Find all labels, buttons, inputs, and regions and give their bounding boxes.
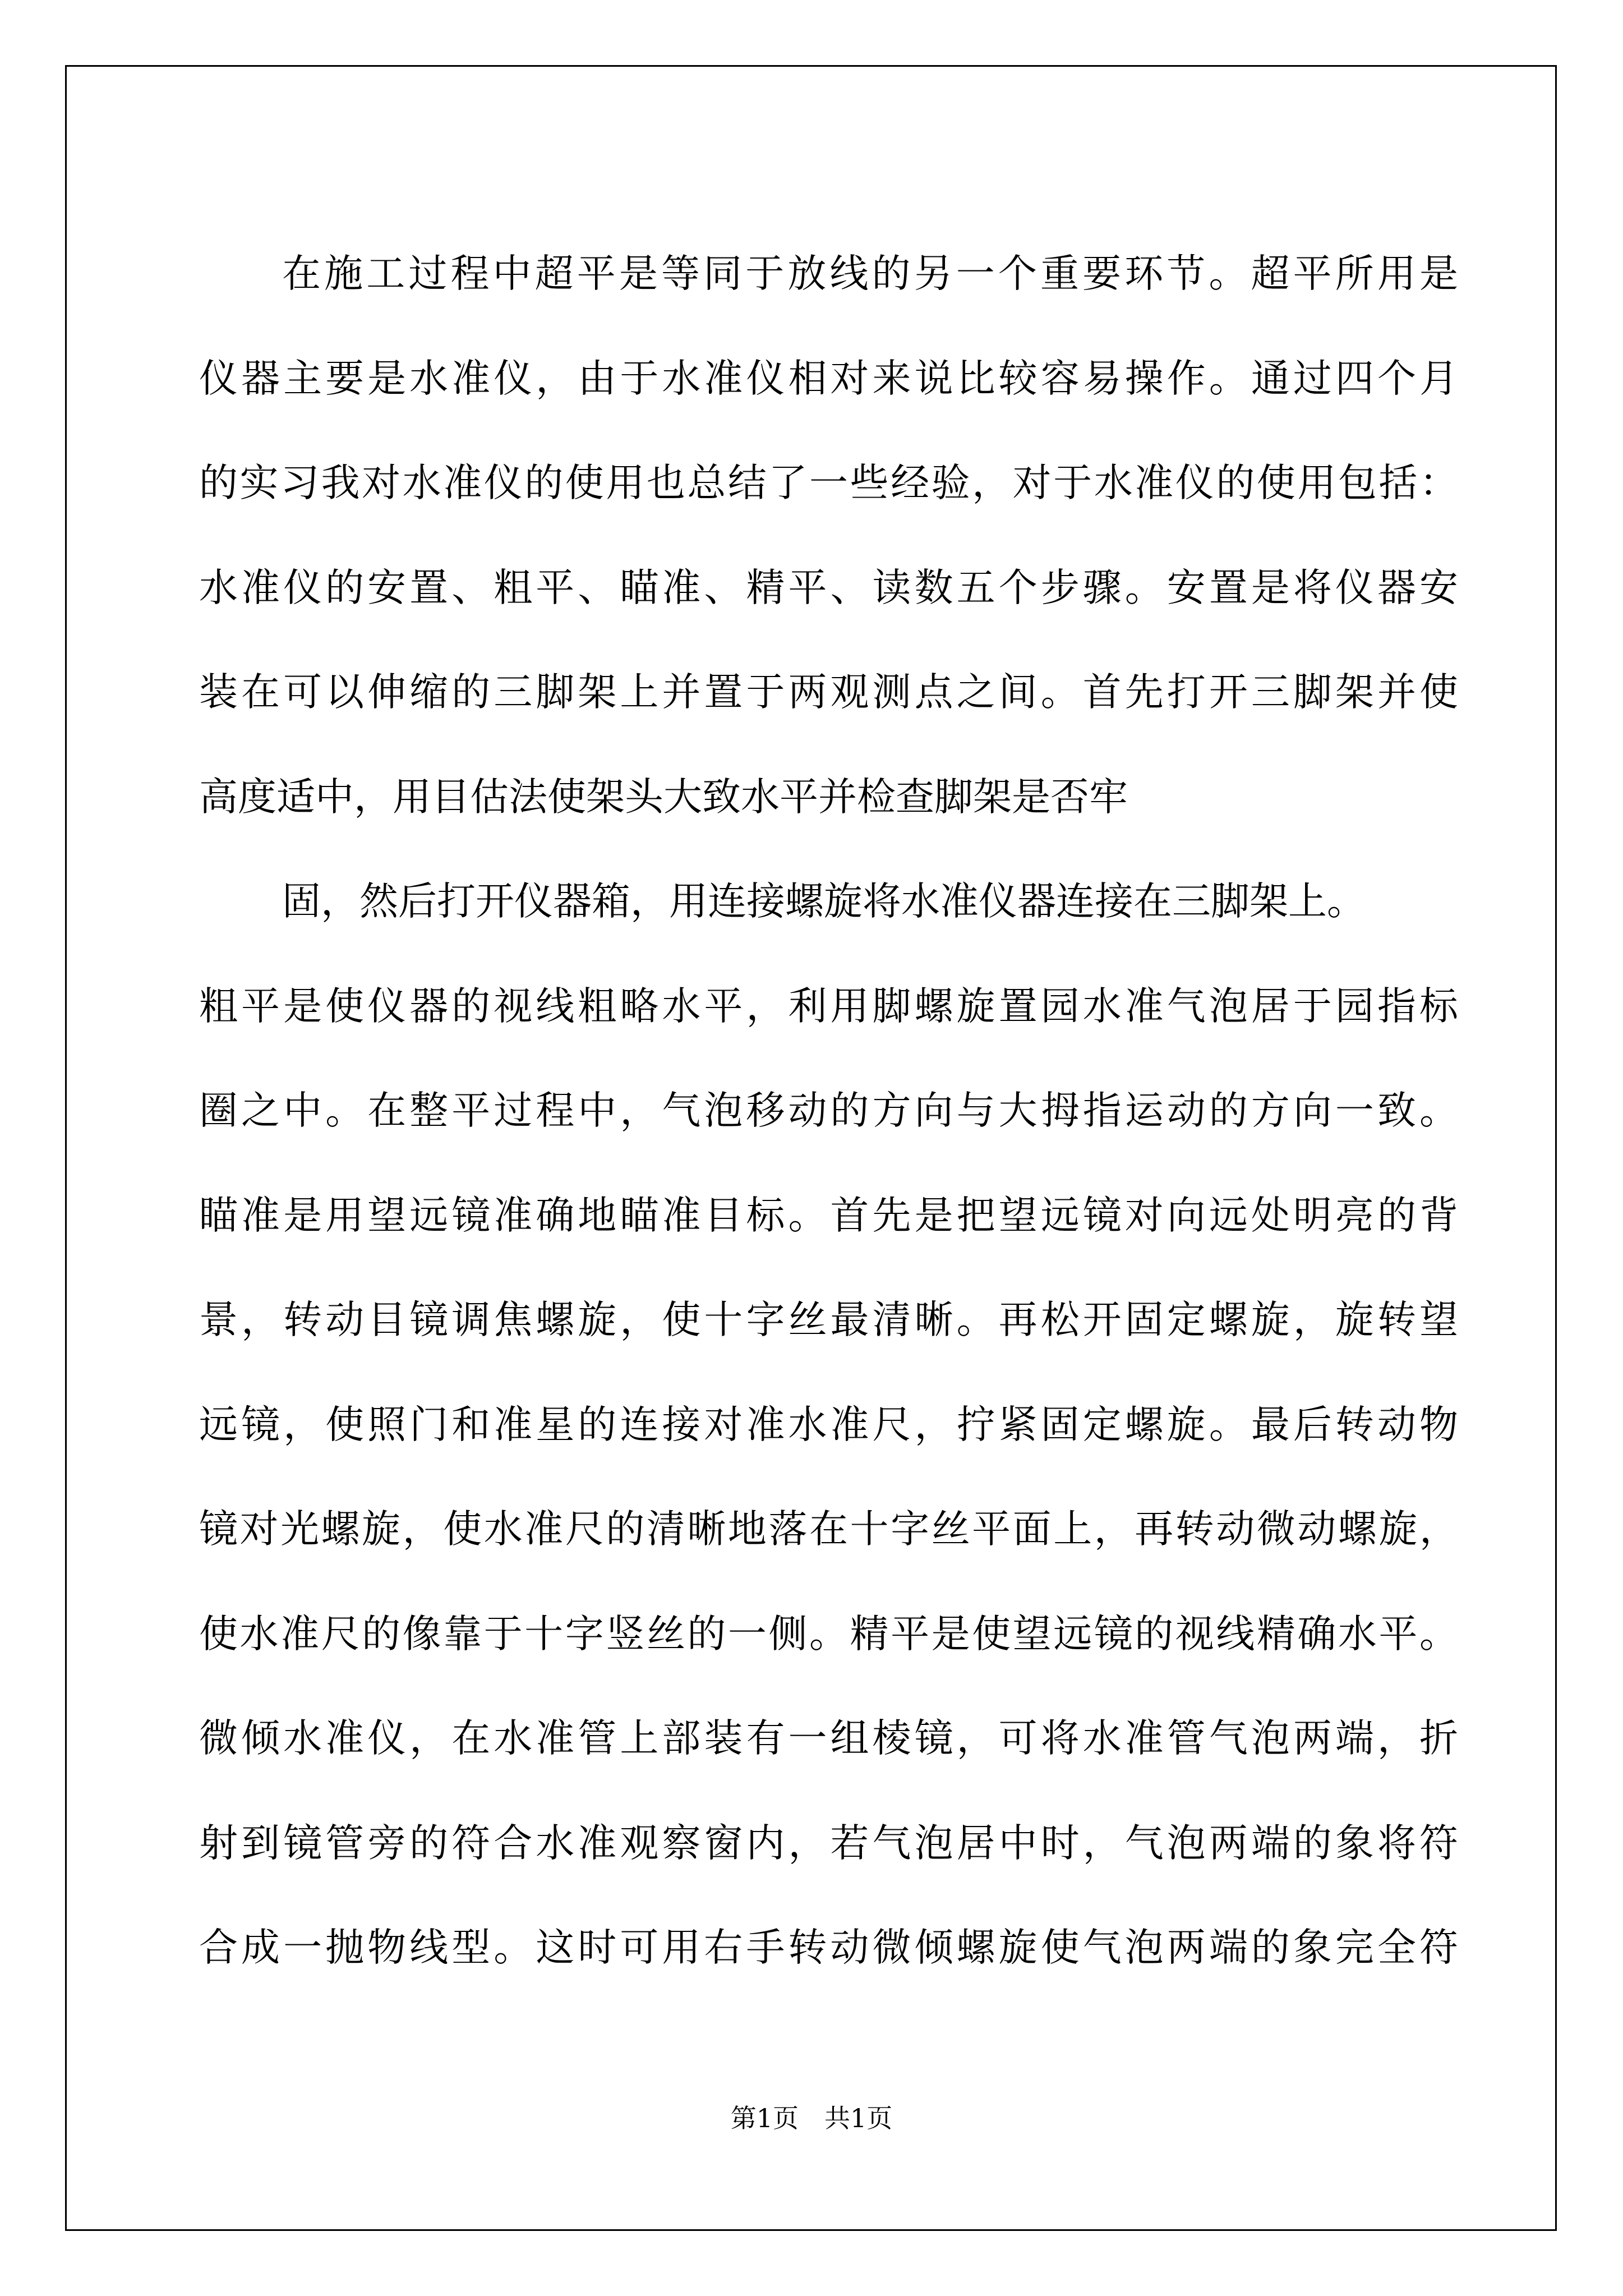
text-line: 高度适中，用目估法使架头大致水平并检查脚架是否牢	[199, 774, 1128, 820]
text-line: 固，然后打开仪器箱，用连接螺旋将水准仪器连接在三脚架上。	[282, 879, 1366, 924]
text-line: 粗平是使仪器的视线粗略水平，利用脚螺旋置园水准气泡居于园指标	[199, 983, 1458, 1029]
text-line: 远镜，使照门和准星的连接对准水准尺，拧紧固定螺旋。最后转动物	[199, 1402, 1458, 1447]
text-line: 装在可以伸缩的三脚架上并置于两观测点之间。首先打开三脚架并使	[199, 670, 1458, 715]
text-line: 瞄准是用望远镜准确地瞄准目标。首先是把望远镜对向远处明亮的背	[199, 1193, 1458, 1238]
paragraph-2	[199, 849, 1458, 2000]
text-line: 射到镜管旁的符合水准观察窗内，若气泡居中时，气泡两端的象将符	[199, 1820, 1458, 1866]
document-body	[199, 222, 1458, 2000]
page-number-footer: 第1页 共1页	[730, 2103, 893, 2133]
text-line: 合成一抛物线型。这时可用右手转动微倾螺旋使气泡两端的象完全符	[199, 1925, 1458, 1970]
text-line: 景，转动目镜调焦螺旋，使十字丝最清晰。再松开固定螺旋，旋转望	[199, 1297, 1458, 1342]
text-line: 圈之中。在整平过程中，气泡移动的方向与大拇指运动的方向一致。	[199, 1088, 1458, 1133]
text-line: 使水准尺的像靠于十字竖丝的一侧。精平是使望远镜的视线精确水平。	[199, 1611, 1458, 1657]
text-line: 的实习我对水准仪的使用也总结了一些经验，对于水准仪的使用包括：	[199, 461, 1458, 505]
text-line: 微倾水准仪，在水准管上部装有一组棱镜，可将水准管气泡两端，折	[199, 1716, 1458, 1761]
text-line: 镜对光螺旋，使水准尺的清晰地落在十字丝平面上，再转动微动螺旋，	[199, 1507, 1458, 1552]
text-line: 在施工过程中超平是等同于放线的另一个重要环节。超平所用是	[282, 251, 1458, 296]
paragraph-1	[199, 222, 1458, 849]
text-line: 水准仪的安置、粗平、瞄准、精平、读数五个步骤。安置是将仪器安	[199, 565, 1458, 610]
text-line: 仪器主要是水准仪，由于水准仪相对来说比较容易操作。通过四个月	[199, 356, 1458, 401]
